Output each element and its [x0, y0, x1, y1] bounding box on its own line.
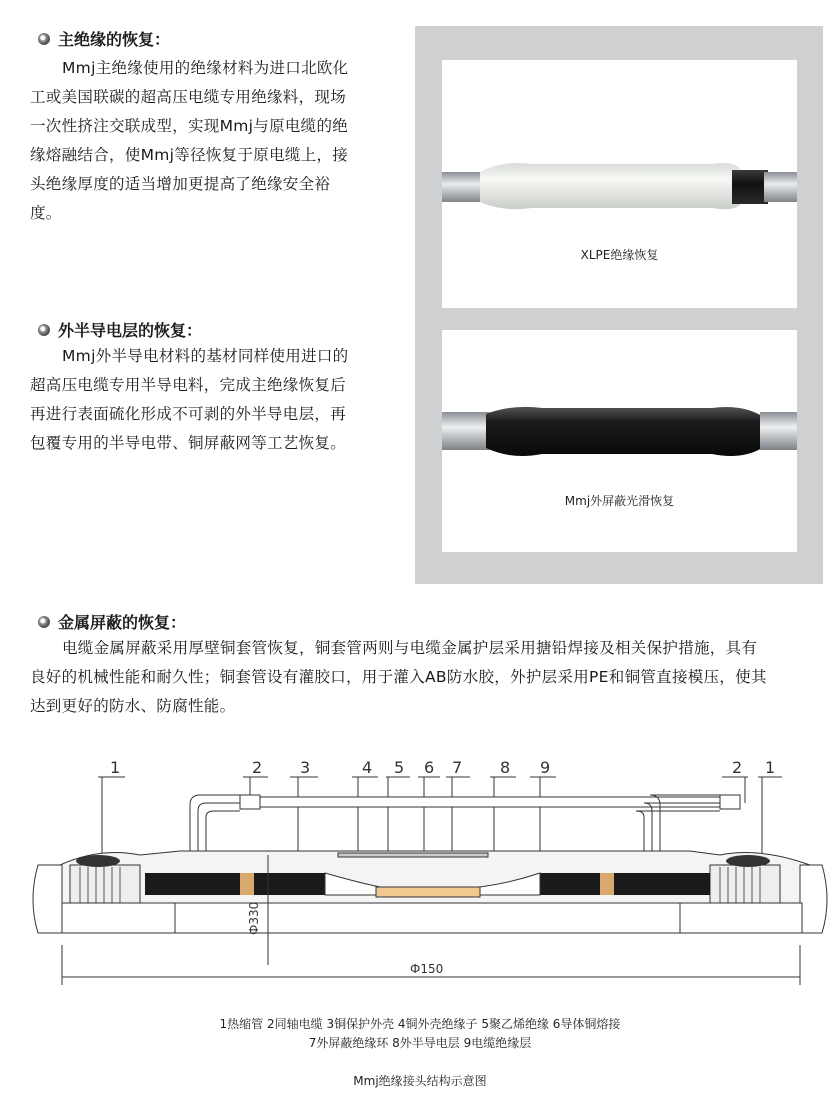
para-line: 缘熔融结合，使Mmj等径恢复于原电缆上，接	[30, 146, 349, 164]
callout-2-left: 2	[252, 758, 263, 777]
callout-5: 5	[394, 758, 405, 777]
photo-caption-mmj: Mmj外屏蔽光滑恢复	[564, 494, 675, 508]
callout-7: 7	[452, 758, 463, 777]
callout-8: 8	[500, 758, 511, 777]
white-xlpe-cable-photo-icon	[442, 60, 797, 240]
diagram-caption: Mmj绝缘接头结构示意图	[353, 1074, 487, 1088]
diagram-legend-line2: 7外屏蔽绝缘环 8外半导电层 9电缆绝缘层	[308, 1036, 532, 1050]
para-line: 超高压电缆专用半导电料，完成主绝缘恢复后	[30, 376, 347, 394]
para-line: 工或美国联碳的超高压电缆专用绝缘料，现场	[30, 88, 347, 106]
black-shielded-cable-photo-icon	[442, 330, 797, 480]
para-line: 头绝缘厚度的适当增加更提高了绝缘安全裕	[30, 175, 331, 193]
bullet-icon	[38, 324, 50, 336]
para-line: 度。	[30, 204, 62, 222]
photo-mmj-shield	[442, 330, 797, 552]
para-line: 包覆专用的半导电带、铜屏蔽网等工艺恢复。	[30, 434, 347, 452]
callout-6: 6	[424, 758, 435, 777]
bullet-icon	[38, 33, 50, 45]
callout-3: 3	[300, 758, 311, 777]
section-title-outer-semicon	[38, 318, 202, 341]
photo-caption-xlpe: XLPE绝缘恢复	[580, 248, 659, 262]
section-title-text: 主绝缘的恢复：	[58, 30, 171, 49]
para-line: 一次性挤注交联成型，实现Mmj与原电缆的绝	[30, 117, 349, 135]
bullet-icon	[38, 616, 50, 628]
para-line: Mmj外半导电材料的基材同样使用进口的	[62, 347, 349, 365]
callout-2-right: 2	[732, 758, 743, 777]
para-line: 再进行表面硫化形成不可剥的外半导电层，再	[30, 405, 347, 423]
paragraph-metal-shield	[30, 634, 830, 721]
callout-1-right: 1	[765, 758, 776, 777]
paragraph-main-insulation	[30, 54, 390, 228]
joint-diagram-svg	[0, 755, 840, 1005]
para-line: 良好的机械性能和耐久性；铜套管设有灌胶口，用于灌入AB防水胶，外护层采用PE和铜管直接模压，使其	[30, 668, 767, 686]
diagram-legend-line1: 1热缩管 2同轴电缆 3铜保护外壳 4铜外壳绝缘子 5聚乙烯绝缘 6导体铜熔接	[219, 1017, 621, 1031]
section-title-text: 金属屏蔽的恢复：	[58, 613, 187, 632]
joint-structure-diagram	[0, 755, 840, 1005]
dimension-height-label: Ф330	[247, 901, 261, 935]
section-title-metal-shield	[38, 610, 186, 633]
para-line: 电缆金属屏蔽采用厚壁铜套管恢复，铜套管两则与电缆金属护层采用搪铅焊接及相关保护措施，具有	[62, 639, 758, 657]
section-title-text: 外半导电层的恢复：	[58, 321, 203, 340]
photo-xlpe	[442, 60, 797, 308]
section-title-main-insulation	[38, 27, 170, 50]
callout-1-left: 1	[110, 758, 121, 777]
photo-panel	[415, 26, 823, 584]
paragraph-outer-semicon	[30, 342, 390, 458]
para-line: Mmj主绝缘使用的绝缘材料为进口北欧化	[62, 59, 349, 77]
dimension-length-label: Ф150	[410, 962, 444, 976]
para-line: 达到更好的防水、防腐性能。	[30, 697, 236, 715]
callout-9: 9	[540, 758, 551, 777]
callout-4: 4	[362, 758, 373, 777]
